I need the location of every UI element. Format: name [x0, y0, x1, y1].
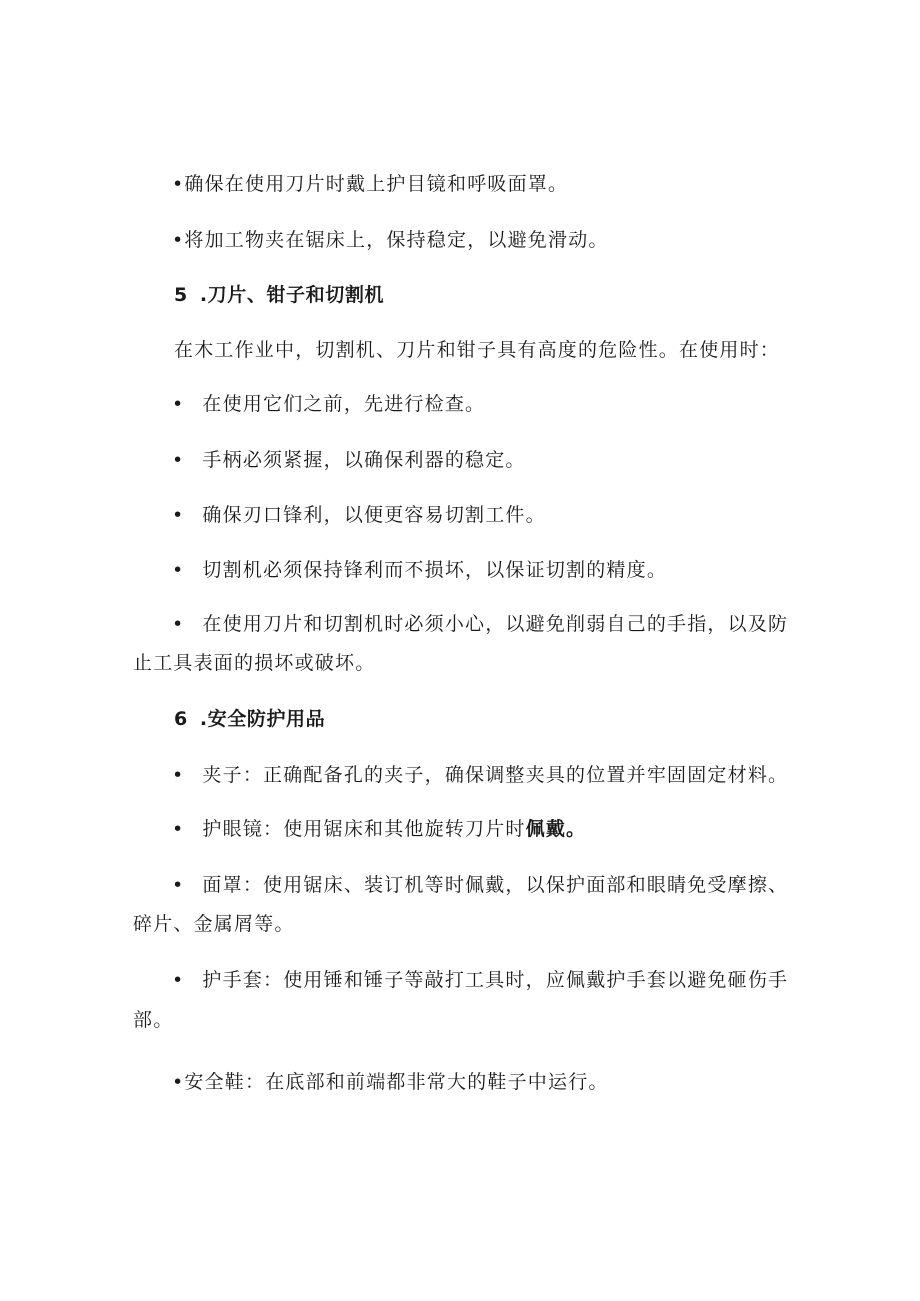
list-item [172, 817, 586, 841]
list-item-text: 切割机必须保持锋利而不损坏，以保证切割的精度。 [202, 559, 668, 581]
list-item-text: 手柄必须紧握，以确保利器的稳定。 [202, 449, 526, 471]
section-number-6: 6 [174, 708, 188, 730]
list-item-text: 在使用刀片和切割机时必须小心，以避免削弱自己的手指，以及防 [202, 613, 789, 635]
list-item-text: 护手套：使用锤和锤子等敲打工具时，应佩戴护手套以避免砸伤手 [202, 969, 789, 991]
list-item [172, 763, 788, 787]
list-item-continuation: 碎片、金属屑等。 [133, 913, 295, 935]
list-item [172, 612, 788, 636]
section-heading-5 [174, 283, 384, 307]
bullet-icon: • [172, 818, 185, 840]
list-item-continuation: 部。 [133, 1009, 174, 1031]
bullet-icon: • [172, 969, 185, 991]
list-item [172, 448, 526, 472]
section-number-5: 5 [174, 284, 188, 306]
list-item-text: 夹子：正确配备孔的夹子，确保调整夹具的位置并牢固固定材料。 [202, 764, 789, 786]
list-item [172, 873, 788, 897]
bullet-icon: • [172, 874, 185, 896]
list-item [172, 558, 667, 582]
text-line-goggles: •确保在使用刀片时戴上护目镜和呼吸面罩。 [172, 173, 569, 195]
list-item [172, 503, 546, 527]
list-item-text: 护眼镜：使用锯床和其他旋转刀片时 [202, 818, 526, 840]
section-heading-6 [174, 707, 325, 731]
bullet-icon: • [172, 559, 185, 581]
text-line-clamp-workpiece: •将加工物夹在锯床上，保持稳定，以避免滑动。 [172, 229, 609, 251]
bullet-icon: • [172, 764, 185, 786]
list-item [172, 392, 485, 416]
list-item-text: 确保刃口锋利，以便更容易切割工件。 [202, 504, 546, 526]
list-item-text: 在使用它们之前，先进行检查。 [202, 393, 486, 415]
section-title-5: .刀片、钳子和切割机 [199, 284, 385, 306]
list-item-text: 面罩：使用锯床、装订机等时佩戴，以保护面部和眼睛免受摩擦、 [202, 874, 789, 896]
section-title-6: .安全防护用品 [199, 708, 326, 730]
list-item-continuation: 止工具表面的损坏或破坏。 [133, 652, 376, 674]
bullet-icon: • [172, 613, 185, 635]
text-line-safety-shoes: •安全鞋：在底部和前端都非常大的鞋子中运行。 [172, 1071, 609, 1093]
list-item-bold-text: 佩戴。 [525, 818, 587, 840]
bullet-icon: • [172, 504, 185, 526]
bullet-icon: • [172, 449, 185, 471]
section-5-intro: 在木工作业中，切割机、刀片和钳子具有高度的危险性。在使用时： [174, 339, 781, 361]
list-item [172, 968, 788, 992]
bullet-icon: • [172, 393, 185, 415]
